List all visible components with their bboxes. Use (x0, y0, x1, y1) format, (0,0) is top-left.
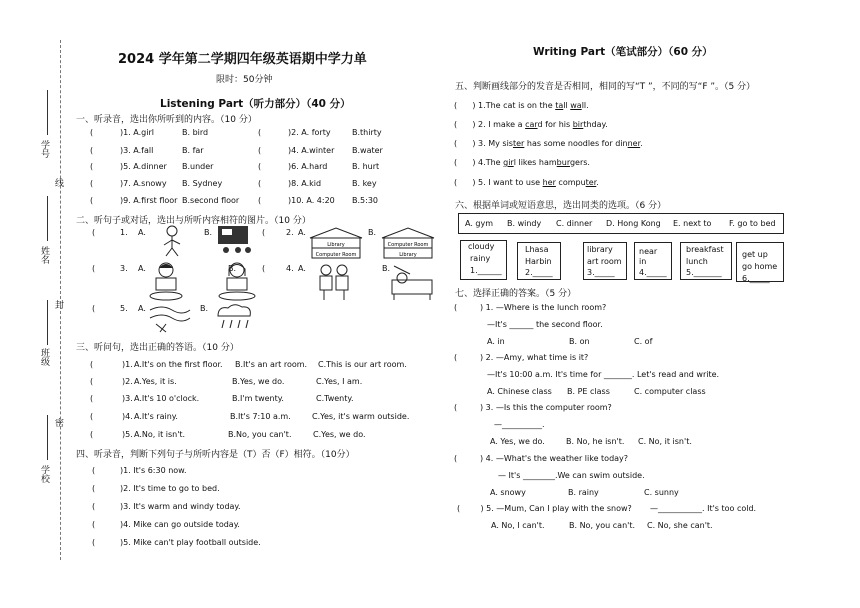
name-label: 姓名 (39, 246, 49, 264)
s7-q1-line2: —It's ______ the second floor. (487, 320, 603, 329)
s7-q5-b: B. No, you can't. (569, 521, 636, 530)
s6-option-e: E. next to (673, 219, 712, 228)
s5-row-5: ( ) 5. I want to use her computer. (454, 178, 599, 187)
s3-q1-b: B.It's an art room. (235, 360, 308, 369)
s1-q7: )7. A.snowy (120, 179, 167, 188)
building-b-bottom-label: Library (399, 252, 417, 258)
s2-heading: 二、听句子或对话，选出与所听内容相符的图片。（10 分） (76, 216, 311, 226)
class-blank (47, 300, 48, 345)
s5-row-3: ( ) 3. My sister has some noodles for dinner. (454, 139, 643, 148)
s2-opt-a-3: A. (138, 264, 146, 273)
student-no-label: 学号 (39, 140, 49, 158)
s1-q10-b: B.5:30 (352, 196, 378, 205)
building-b-top-label: Computer Room (387, 242, 429, 248)
school-label: 学校 (39, 465, 49, 483)
s2-opt-a-5: A. (138, 304, 146, 313)
s1-q3-b: B. far (182, 146, 204, 155)
s7-q1-c: C. of (634, 337, 653, 346)
page-title: 2024 学年第二学期四年级英语期中学力单 (118, 52, 367, 67)
s3-q2-c: C.Yes, I am. (316, 377, 363, 386)
s1-q8: )8. A.kid (288, 179, 322, 188)
s7-q5-a: A. No, I can't. (491, 521, 545, 530)
s3-q3-a: A.It's 10 o'clock. (134, 394, 200, 403)
s1-q9-b: B.second floor (182, 196, 240, 205)
windy-weather-picture (146, 300, 194, 334)
s3-q3: )3. (122, 394, 133, 403)
s7-q4: ) 4. —What's the weather like today? (480, 454, 629, 463)
s7-q3: ) 3. —Is this the computer room? (480, 403, 612, 412)
s1-q8-b: B. key (352, 179, 377, 188)
s6-option-d: D. Hong Kong (606, 219, 661, 228)
classroom-picture (214, 222, 254, 258)
s2-item-4: 4. (286, 264, 294, 273)
s2-opt-a-2: A. (298, 228, 306, 237)
s4-q2: )2. It's time to go to bed. (120, 484, 220, 493)
s2-opt-b-1: B. (204, 228, 213, 237)
s7-q4-c: C. sunny (644, 488, 679, 497)
time-limit: 限时：50分钟 (216, 75, 273, 85)
s2-opt-b-4: B. (382, 264, 391, 273)
s2-opt-b-2: B. (368, 228, 377, 237)
s1-q2: )2. A. forty (288, 128, 331, 137)
s6-option-b: B. windy (507, 219, 542, 228)
s5-row-4: ( ) 4.The girl likes hamburgers. (454, 158, 590, 167)
s3-q5-c: C.Yes, we do. (313, 430, 366, 439)
s7-q4-b: B. rainy (568, 488, 599, 497)
rainy-weather-picture (212, 302, 256, 334)
s1-q2-b: B.thirty (352, 128, 382, 137)
s1-q4: )4. A.winter (288, 146, 335, 155)
s7-q2-c: C. computer class (634, 387, 706, 396)
school-blank (47, 415, 48, 460)
s7-q4-a: A. snowy (490, 488, 526, 497)
girl-eating-picture (214, 260, 260, 304)
s7-q2: ) 2. —Amy, what time is it? (480, 353, 589, 362)
s7-q5: ) 5. —Mum, Can I play with the snow? (480, 504, 632, 513)
s1-q5-b: B.under (182, 162, 214, 171)
s7-q3-c: C. No, it isn't. (638, 437, 692, 446)
s1-heading: 一、听录音，选出你所听到的内容。（10 分） (76, 115, 257, 125)
s7-q1-a: A. in (487, 337, 505, 346)
class-label: 班级 (39, 348, 49, 366)
s2-opt-a-4: A. (298, 264, 306, 273)
s4-heading: 四、听录音，判断下列句子与所听内容是（T）否（F）相符。（10分） (76, 450, 355, 460)
s3-q2-b: B.Yes, we do. (232, 377, 285, 386)
s7-q3-line2: —__________. (494, 420, 545, 429)
building-a-bottom-label: Computer Room (315, 252, 357, 258)
s4-q1: )1. It's 6:30 now. (120, 466, 187, 475)
s6-option-c: C. dinner (556, 219, 593, 228)
name-blank (47, 196, 48, 241)
s4-q5: )5. Mike can't play football outside. (120, 538, 261, 547)
s1-q5: )5. A.dinner (120, 162, 167, 171)
s1-q6: )6. A.hard (288, 162, 328, 171)
seal-label: 封 (53, 300, 63, 309)
s7-q3-a: A. Yes, we do. (490, 437, 545, 446)
boy-eating-picture (146, 260, 186, 304)
s3-q5: )5. (122, 430, 133, 439)
s3-q2: )2. (122, 377, 133, 386)
s2-opt-b-3: B. (228, 264, 237, 273)
s5-heading: 五、判断画线部分的发音是否相同，相同的写“T ”，不同的写“F ”。（5 分） (455, 82, 756, 92)
person-in-bed-picture (390, 262, 434, 302)
s2-item-2: 2. (286, 228, 294, 237)
s1-q4-b: B.water (352, 146, 383, 155)
s1-q10: )10. A. 4:20 (288, 196, 335, 205)
s3-q3-c: C.Twenty. (316, 394, 354, 403)
s3-q2-a: A.Yes, it is. (134, 377, 177, 386)
s3-q4-c: C.Yes, it's warm outside. (312, 412, 410, 421)
s2-item-5: 5. (120, 304, 128, 313)
s7-q1-b: B. on (569, 337, 590, 346)
s7-q3-b: B. No, he isn't. (566, 437, 625, 446)
s3-q1-a: A.It's on the first floor. (134, 360, 223, 369)
s4-q3: )3. It's warm and windy today. (120, 502, 241, 511)
s2-opt-b-5: B. (200, 304, 209, 313)
s1-q3: )3. A.fall (120, 146, 154, 155)
s5-row-1: ( ) 1.The cat is on the tall wall. (454, 101, 589, 110)
s7-q5-c: C. No, she can't. (647, 521, 713, 530)
s7-q4-line2: — It's ________.We can swim outside. (498, 471, 645, 480)
s6-heading: 六、根据单词或短语意思，选出同类的选项。（6 分） (455, 201, 667, 211)
s2-item-1: 1. (120, 228, 128, 237)
s3-q1-c: C.This is our art room. (318, 360, 407, 369)
s7-q2-b: B. PE class (567, 387, 610, 396)
line-label: 线 (53, 178, 63, 187)
student-no-blank (47, 90, 48, 135)
s3-q3-b: B.I'm twenty. (232, 394, 284, 403)
s3-q5-b: B.No, you can't. (228, 430, 292, 439)
s5-row-2: ( ) 2. I make a card for his birthday. (454, 120, 608, 129)
secret-label: 密 (53, 418, 63, 427)
s7-q1: ) 1. —Where is the lunch room? (480, 303, 607, 312)
s1-q9: )9. A.first floor (120, 196, 178, 205)
s3-heading: 三、听问句，选出正确的答语。（10 分） (76, 343, 239, 353)
s3-q1: )1. (122, 360, 133, 369)
s6-option-a: A. gym (465, 219, 494, 228)
s7-q2-a: A. Chinese class (487, 387, 552, 396)
children-playing-picture (314, 262, 354, 302)
s1-q6-b: B. hurt (352, 162, 380, 171)
s7-q5-line2: —___________. It's too cold. (650, 504, 757, 513)
s1-q1-b: B. bird (182, 128, 209, 137)
s6-option-f: F. go to bed (729, 219, 776, 228)
s1-q7-b: B. Sydney (182, 179, 223, 188)
s2-opt-a-1: A. (138, 228, 146, 237)
building-a-top-label: Library (327, 242, 345, 248)
library-computer-room-building (308, 226, 364, 260)
s3-q4: )4. (122, 412, 133, 421)
s2-item-3: 3. (120, 264, 128, 273)
writing-title: Writing Part（笔试部分）（60 分） (533, 46, 713, 58)
s7-heading: 七、选择正确的答案。（5 分） (455, 289, 577, 299)
girl-walking-picture (150, 224, 194, 258)
s3-q4-a: A.It's rainy. (134, 412, 178, 421)
s1-q1: )1. A.girl (120, 128, 154, 137)
s3-q5-a: A.No, it isn't. (134, 430, 186, 439)
s7-q2-line2: —It's 10:00 a.m. It's time for _______. Let's read and write. (487, 370, 720, 379)
s3-q4-b: B.It's 7:10 a.m. (230, 412, 291, 421)
listening-title: Listening Part（听力部分）（40 分） (160, 98, 351, 110)
s4-q4: )4. Mike can go outside today. (120, 520, 240, 529)
computer-room-library-building (380, 226, 436, 260)
